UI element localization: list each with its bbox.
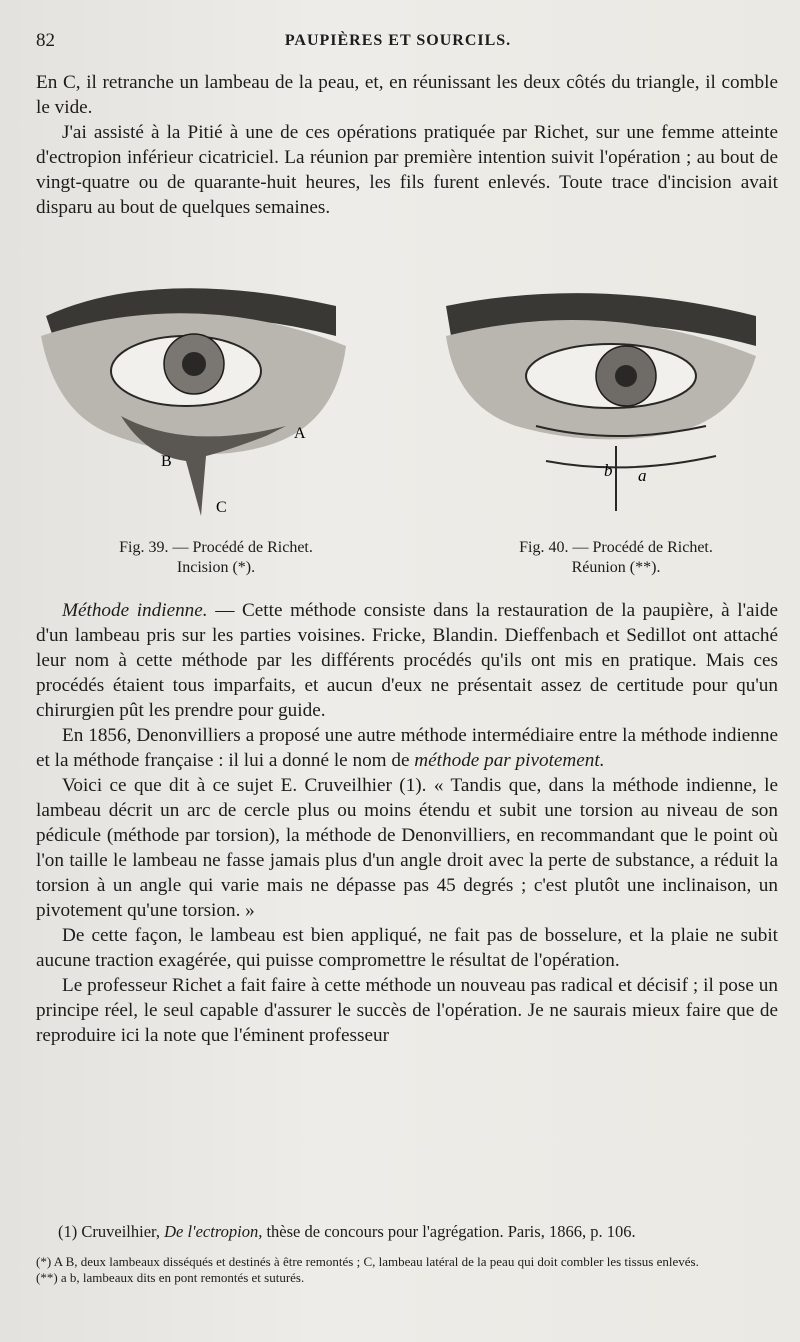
label-a: A xyxy=(294,425,306,442)
figure-40-caption-line2: Réunion (**). xyxy=(571,559,661,576)
intro-text xyxy=(36,70,778,220)
figure-40-caption xyxy=(476,538,756,578)
section-lead: Méthode indienne. xyxy=(62,600,208,621)
footnote-1 xyxy=(36,1222,778,1242)
eye-reunion-illustration xyxy=(436,276,766,526)
figure-39-caption-line1: Fig. 39. — Procédé de Richet. xyxy=(119,539,313,556)
footnote-star: (*) A B, deux lambeaux disséqués et destinés à être remontés ; C, lambeau latéral de la peau qui doit combler les tissus enlevés. xyxy=(36,1254,699,1269)
running-title: PAUPIÈRES ET SOURCILS. xyxy=(284,32,512,49)
figures-row xyxy=(36,276,760,596)
page-header xyxy=(36,30,760,60)
figure-40-caption-line1: Fig. 40. — Procédé de Richet. xyxy=(519,539,713,556)
page-number: 82 xyxy=(36,30,55,51)
section-paragraph-2-em: méthode par pivotement. xyxy=(414,750,605,771)
section-paragraph-2-text: En 1856, Denonvilliers a proposé une autre méthode intermédiaire entre la méthode indienne et la méthode française : il lui a donné le nom de xyxy=(36,725,778,771)
section-paragraph-1-text: — Cette méthode consiste dans la restauration de la paupière, à l'aide d'un lambeau pris sur les parties voisines. Fricke, Blandin. Dieffenbach et Sedillot ont attaché leur nom à cette méthode par les différents procédés qu'ils ont mis en pratique. Mais ces procédés étaient tous imparfaits, et aucun d'eux ne présentait assez de certitude pour qu'un chirurgien pût les prendre pour guide. xyxy=(36,600,778,721)
section-paragraph-3: Voici ce que dit à ce sujet E. Cruveilhier (1). « Tandis que, dans la méthode indienne, le lambeau décrit un arc de cercle plus ou moins étendu et subit une torsion au niveau de son pédicule (méthode par torsion), la méthode de Denonvilliers, en recommandant que le point où l'on taille le lambeau ne fasse jamais plus d'un angle droit avec la perte de substance, a réduit la torsion à un angle qui varie mais ne dépasse pas 45 degrés ; c'est plutôt une inclinaison, un pivotement qu'une torsion. » xyxy=(36,775,778,921)
intro-paragraph-2: J'ai assisté à la Pitié à une de ces opérations pratiquée par Richet, sur une femme atteinte d'ectropion inférieur cicatriciel. La réunion par première intention suivit l'opération ; au bout de vingt-quatre ou de quarante-huit heures, les fils furent enlevés. Toute trace d'incision avait disparu au bout de quelques semaines. xyxy=(36,122,778,218)
section-paragraph-1 xyxy=(36,598,778,723)
pupil-shape-2 xyxy=(615,365,637,387)
section-paragraph-2 xyxy=(36,723,778,773)
main-text xyxy=(36,598,778,1048)
figure-39-caption xyxy=(76,538,356,578)
label-c: C xyxy=(216,499,227,516)
footnote-1-title: De l'ectropion, xyxy=(164,1222,263,1241)
label-a-lower: a xyxy=(638,466,647,485)
figure-39 xyxy=(36,276,356,576)
section-paragraph-5: Le professeur Richet a fait faire à cette méthode un nouveau pas radical et décisif ; il pose un principe réel, le seul capable d'assurer le succès de l'opération. Je ne saurais mieux faire que de reproduire ici la note que l'éminent professeur xyxy=(36,975,778,1046)
eye-incision-illustration xyxy=(36,276,356,526)
intro-paragraph-1: En C, il retranche un lambeau de la peau, et, en réunissant les deux côtés du triangle, il comble le vide. xyxy=(36,72,778,118)
footnote-1-pre: (1) Cruveilhier, xyxy=(58,1222,165,1241)
suture-line-lower xyxy=(546,456,716,467)
label-b-lower: b xyxy=(604,461,613,480)
label-b: B xyxy=(161,453,172,470)
figure-40 xyxy=(436,276,766,576)
footnotes xyxy=(36,1222,778,1286)
pupil-shape xyxy=(182,352,206,376)
footnote-1-post: thèse de concours pour l'agrégation. Paris, 1866, p. 106. xyxy=(262,1222,636,1241)
figure-39-caption-line2: Incision (*). xyxy=(176,559,256,576)
footnote-double-star: (**) a b, lambeaux dits en pont remontés et suturés. xyxy=(36,1270,305,1285)
section-paragraph-4: De cette façon, le lambeau est bien appliqué, ne fait pas de bosselure, et la plaie ne subit aucune traction exagérée, qui puisse compromettre le résultat de l'opération. xyxy=(36,925,778,971)
